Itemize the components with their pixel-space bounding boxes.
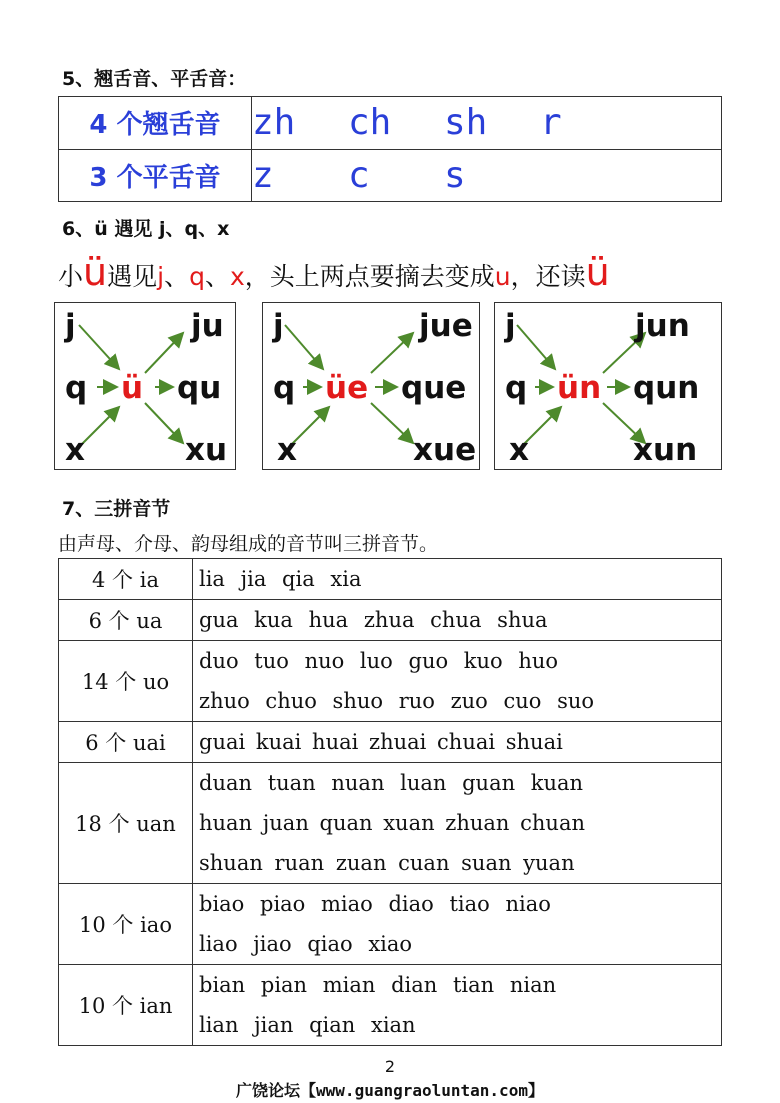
table-row <box>59 722 722 763</box>
initial: s <box>444 154 466 196</box>
row-syllables <box>193 763 722 884</box>
left-initial: j <box>273 308 284 344</box>
syllable-line: huan juan quan xuan zhuan chuan <box>199 811 585 835</box>
flat-tongue-row <box>59 149 722 202</box>
center-final: üe <box>325 370 369 406</box>
sentence-u: u <box>494 262 511 291</box>
row-syllables <box>193 559 722 600</box>
initial: c <box>348 154 370 196</box>
right-syllable: xun <box>633 432 698 468</box>
syllable-line: duan tuan nuan luan guan kuan <box>199 771 584 795</box>
left-initial: j <box>65 308 76 344</box>
retroflex-row <box>59 97 722 150</box>
row-syllables <box>193 641 722 722</box>
table-row <box>59 884 722 965</box>
table-row <box>59 559 722 600</box>
sentence-text: ，还读 <box>510 262 586 291</box>
table-row <box>59 763 722 884</box>
umlaut-diagram-3 <box>494 302 722 470</box>
section-5-heading: 5、翘舌音、平舌音： <box>62 68 247 90</box>
syllable-line: bian pian mian dian tian nian <box>199 973 557 997</box>
left-initial: x <box>65 432 85 468</box>
row-syllables <box>193 600 722 641</box>
row-values <box>252 97 722 150</box>
section-7-heading: 7、三拼音节 <box>62 498 171 520</box>
table-row <box>59 965 722 1046</box>
center-final: ün <box>557 370 602 406</box>
right-syllable: ju <box>191 308 224 344</box>
sentence-u-umlaut: ü <box>585 250 610 294</box>
syllable-line: lia jia qia xia <box>199 567 362 591</box>
umlaut-diagram-2 <box>262 302 480 470</box>
table-row <box>59 641 722 722</box>
retroflex-table <box>58 96 722 202</box>
sentence-q: q <box>189 262 205 291</box>
row-label: 18 个 uan <box>59 763 193 884</box>
row-label: 10 个 iao <box>59 884 193 965</box>
left-initial: j <box>505 308 516 344</box>
initial: sh <box>444 102 488 144</box>
initial: zh <box>252 102 296 144</box>
page-number: 2 <box>384 1057 396 1076</box>
right-syllable: qu <box>177 370 222 406</box>
syllable-line: guai kuai huai zhuai chuai shuai <box>199 730 563 754</box>
syllable-line: gua kua hua zhua chua shua <box>199 608 548 632</box>
footer-site: 广饶论坛【www.guangraoluntan.com】 <box>236 1081 544 1100</box>
row-syllables <box>193 965 722 1046</box>
row-label: 4 个翘舌音 <box>59 97 252 150</box>
row-syllables <box>193 884 722 965</box>
sentence-text: 遇见 <box>107 262 158 291</box>
row-syllables <box>193 722 722 763</box>
sentence-text: 、 <box>164 262 190 291</box>
syllable-line: lian jian qian xian <box>199 1013 416 1037</box>
right-syllable: xue <box>413 432 477 468</box>
sentence-j: j <box>157 262 165 291</box>
syllable-line: zhuo chuo shuo ruo zuo cuo suo <box>199 689 595 713</box>
left-initial: q <box>505 370 528 406</box>
row-label: 14 个 uo <box>59 641 193 722</box>
sentence-x: x <box>229 262 245 291</box>
left-initial: x <box>277 432 297 468</box>
sentence-text: 小 <box>58 262 84 291</box>
sentence-u-umlaut: ü <box>83 250 108 294</box>
row-values <box>252 149 722 202</box>
row-label: 6 个 uai <box>59 722 193 763</box>
right-syllable: jue <box>419 308 473 344</box>
right-syllable: qun <box>633 370 700 406</box>
triphthong-table <box>58 558 722 1046</box>
syllable-line: duo tuo nuo luo guo kuo huo <box>199 649 559 673</box>
sentence-text: 、 <box>204 262 230 291</box>
sentence-text: ，头上两点要摘去变成 <box>244 262 495 291</box>
initial: r <box>540 102 562 144</box>
table-row <box>59 600 722 641</box>
row-label: 10 个 ian <box>59 965 193 1046</box>
syllable-line: biao piao miao diao tiao niao <box>199 892 551 916</box>
left-initial: q <box>273 370 296 406</box>
right-syllable: que <box>401 370 467 406</box>
row-label: 4 个 ia <box>59 559 193 600</box>
right-syllable: xu <box>185 432 228 468</box>
row-label: 6 个 ua <box>59 600 193 641</box>
initial: z <box>252 154 274 196</box>
left-initial: q <box>65 370 88 406</box>
section-6-heading: 6、ü 遇见 j、q、x <box>62 218 230 240</box>
syllable-line: shuan ruan zuan cuan suan yuan <box>199 851 575 875</box>
rule-sentence <box>58 250 610 294</box>
umlaut-diagram-1 <box>54 302 236 470</box>
right-syllable: jun <box>635 308 690 344</box>
syllable-line: liao jiao qiao xiao <box>199 932 413 956</box>
left-initial: x <box>509 432 529 468</box>
center-final: ü <box>121 370 144 406</box>
initial: ch <box>348 102 392 144</box>
row-label: 3 个平舌音 <box>59 149 252 202</box>
section-7-intro: 由声母、介母、韵母组成的音节叫三拼音节。 <box>58 533 439 555</box>
